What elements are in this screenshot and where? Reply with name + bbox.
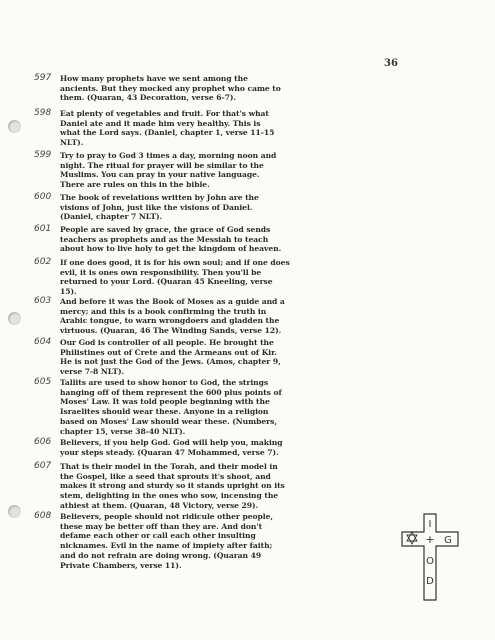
entry-text [60, 438, 412, 457]
entry-number: 601 [34, 224, 52, 234]
cross-letter: I [428, 519, 432, 530]
cross-letter: D [426, 576, 434, 587]
text-line: Our God is controller of all people. He brought the [60, 338, 274, 347]
text-line: NLT). [60, 138, 84, 148]
entry-number: 603 [34, 296, 52, 306]
text-line: There are rules on this in the bible. [60, 180, 210, 190]
entry-number: 606 [34, 437, 52, 447]
entry-number: 600 [34, 192, 52, 202]
text-line: evil, it is ones own responsibility. Then you'll be [60, 267, 262, 277]
text-line: returned to your Lord. (Quaran 45 Kneeling, verse [60, 277, 273, 287]
text-line: ancients. But they mocked any prophet who came to [60, 83, 281, 93]
cross-letter: O [426, 556, 434, 567]
text-line: them. (Quaran, 43 Decoration, verse 6-7). [60, 93, 236, 103]
text-line: hanging off of them represent the 600 plus points of [60, 387, 282, 397]
text-line: Private Chambers, verse 11). [60, 560, 182, 570]
text-line: what the Lord says. (Daniel, chapter 1, verse 11-15 [60, 128, 275, 138]
text-line: Moses' Law. It was told people beginning with the [60, 397, 270, 407]
cross-letter: G [444, 535, 452, 546]
text-line: That is their model in the Torah, and their model in [60, 462, 278, 471]
text-line: How many prophets have we sent among the [60, 74, 248, 83]
text-line: these may be better off than they are. And don't [60, 521, 263, 531]
text-line: makes it strong and sturdy so it stands upright on its [60, 481, 285, 491]
page-number: 36 [384, 58, 398, 69]
text-line: Try to pray to God 3 times a day, morning noon and [60, 151, 277, 160]
entry-number: 599 [34, 150, 52, 160]
binder-hole [8, 312, 21, 325]
binder-hole [8, 505, 21, 518]
text-line: Muslims. You can pray in your native language. [60, 170, 260, 180]
text-line: People are saved by grace, the grace of God sends [60, 225, 271, 234]
text-line: (Daniel, chapter 7 NLT). [60, 212, 163, 222]
text-line: Arabic tongue, to warn wrongdoers and gladden the [60, 316, 280, 326]
entry-number: 598 [34, 108, 52, 118]
text-line: Tallits are used to show honor to God, the strings [60, 378, 269, 387]
text-line: Philistines out of Crete and the Armeans out of Kir. [60, 347, 277, 357]
text-line: teachers as prophets and as the Messiah to teach [60, 234, 269, 244]
entry-text [60, 297, 412, 336]
entry-number: 597 [34, 73, 52, 83]
entry-number: 607 [34, 461, 52, 471]
entry-text [60, 258, 412, 297]
star-of-david-icon [407, 532, 417, 544]
text-line: athiest at them. (Quaran, 48 Victory, verse 29). [60, 500, 259, 510]
cross-letter: + [425, 533, 435, 546]
text-line: the Gospel, like a seed that sprouts it's shoot, and [60, 471, 271, 481]
text-line: visions of John, just like the visions of Daniel. [60, 202, 253, 212]
text-line: based on Moses' Law should wear these. (Numbers, [60, 416, 277, 426]
text-line: your steps steady. (Quaran 47 Mohammed, verse 7). [60, 447, 279, 457]
text-line: Eat plenty of vegetables and fruit. For that's what [60, 109, 269, 118]
text-line: And before it was the Book of Moses as a guide and a [60, 297, 285, 306]
text-line: and do not refrain are doing wrong. (Quaran 49 [60, 550, 262, 560]
text-line: stem, delighting in the ones who sow, incensing the [60, 491, 279, 501]
text-line: 15). [60, 287, 77, 297]
text-line: chapter 15, verse 38-40 NLT). [60, 426, 186, 436]
text-line: Israelites should wear these. Anyone in a religion [60, 407, 269, 417]
text-line: Believers, people should not ridicule other people, [60, 512, 273, 521]
text-line: virtuous. (Quaran, 46 The Winding Sands, verse 12). [60, 326, 282, 336]
text-line: If one does good, it is for his own soul; and if one does [60, 258, 290, 267]
entry-text [60, 462, 412, 511]
entry-text [60, 378, 412, 436]
entry-text [60, 74, 412, 103]
entry-text [60, 109, 412, 148]
hand-drawn-cross [400, 512, 462, 602]
entry-number: 608 [34, 511, 52, 521]
entry-text [60, 193, 412, 222]
entry-number: 604 [34, 337, 52, 347]
text-line: verse 7-8 NLT). [60, 367, 125, 377]
entry-text [60, 151, 412, 190]
entry-text [60, 338, 412, 377]
binder-hole [8, 120, 21, 133]
entry-text [60, 225, 412, 254]
text-line: mercy; and this is a book confirming the truth in [60, 306, 267, 316]
entry-text [60, 512, 412, 570]
entry-number: 605 [34, 377, 52, 387]
text-line: Believers, if you help God. God will help you, making [60, 438, 283, 447]
text-line: Daniel ate and it made him very healthy. This is [60, 118, 261, 128]
text-line: defame each other or call each other insulting [60, 531, 256, 541]
text-line: He is not just the God of the Jews. (Amos, chapter 9, [60, 357, 281, 367]
text-line: The book of revelations written by John are the [60, 193, 259, 202]
text-line: nicknames. Evil in the name of impiety after faith; [60, 541, 273, 551]
text-line: night. The ritual for prayer will be similar to the [60, 160, 264, 170]
text-line: about how to live holy to get the kingdom of heaven. [60, 244, 282, 254]
entry-number: 602 [34, 257, 52, 267]
